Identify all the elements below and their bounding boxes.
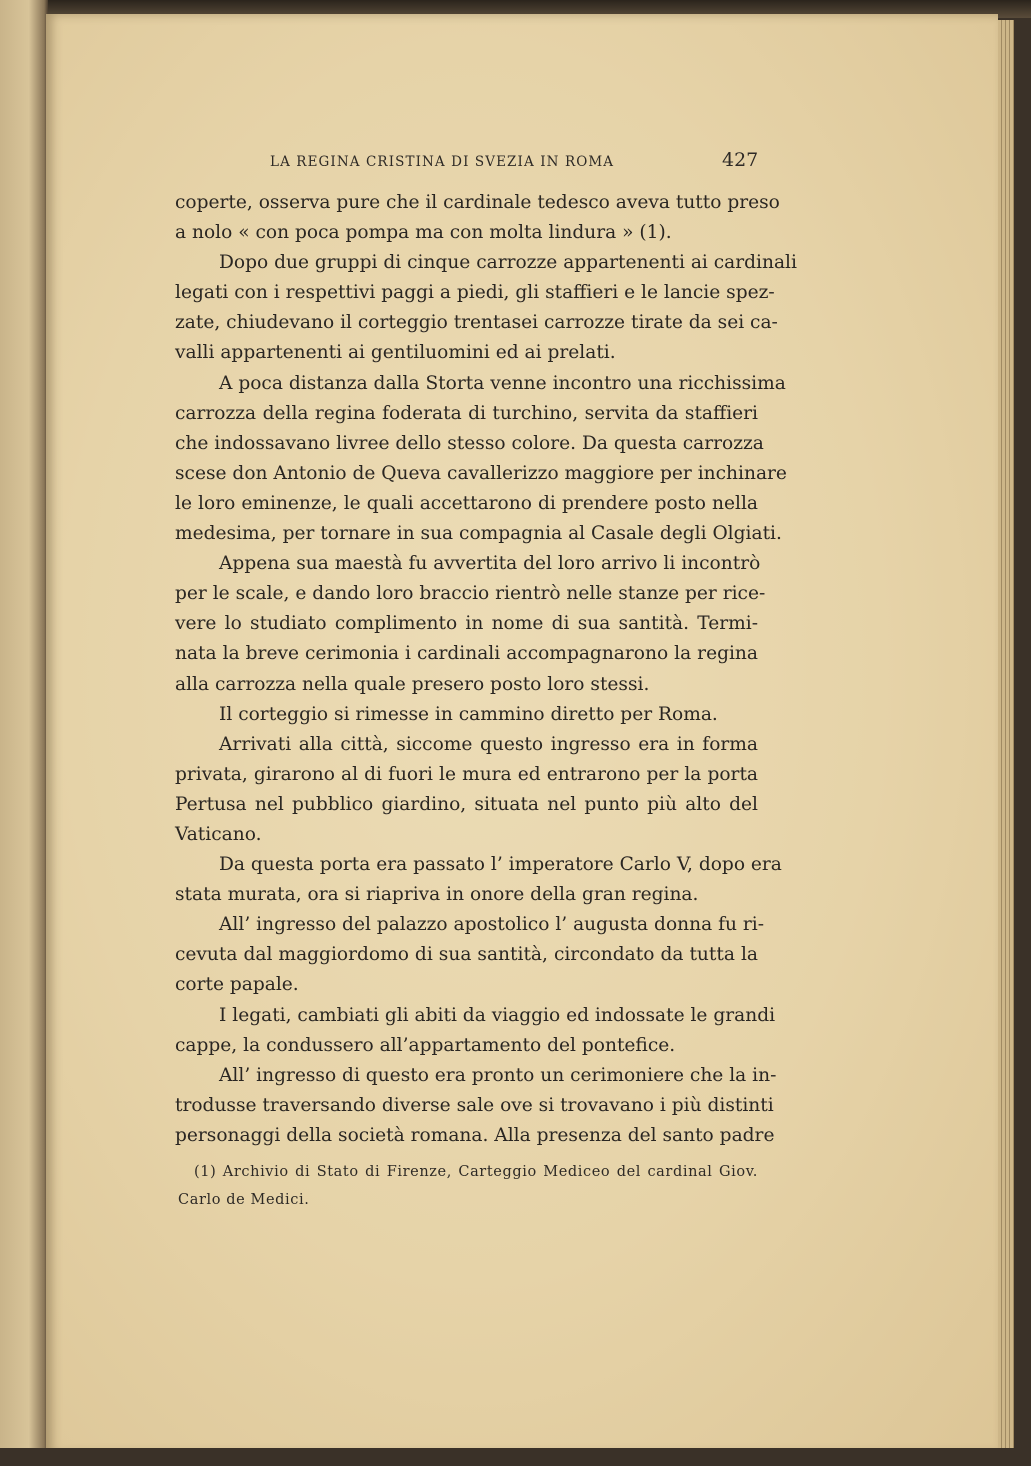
- body-text: [175, 188, 797, 1151]
- paragraph: [175, 248, 797, 368]
- scan-bottom-edge: [0, 1448, 1031, 1466]
- text-line: All’ ingresso del palazzo apostolico l’ augusta donna fu ri-: [219, 914, 764, 936]
- paragraph: [175, 549, 766, 699]
- text-line: Pertusa nel pubblico giardino, situata nel punto più alto del: [175, 793, 758, 815]
- text-line: stata murata, ora si riapriva in onore della gran regina.: [175, 884, 699, 906]
- text-line: personaggi della società romana. Alla presenza del santo padre: [175, 1124, 775, 1146]
- text-line: All’ ingresso di questo era pronto un cerimoniere che la in-: [219, 1064, 777, 1086]
- text-line: vere lo studiato complimento in nome di sua santità. Termi-: [175, 613, 758, 635]
- paragraph: [175, 910, 764, 1000]
- text-line: corte papale.: [175, 974, 299, 996]
- text-line: nata la breve cerimonia i cardinali accompagnarono la regina: [175, 643, 758, 665]
- text-line: scese don Antonio de Queva cavallerizzo maggiore per inchinare: [175, 462, 787, 484]
- footnote-line: Carlo de Medici.: [178, 1192, 310, 1208]
- text-line: valli appartenenti ai gentiluomini ed ai prelati.: [175, 342, 616, 364]
- text-line: le loro eminenze, le quali accettarono di prendere posto nella: [175, 492, 758, 514]
- text-line: cappe, la condussero all’appartamento del pontefice.: [175, 1034, 676, 1056]
- page-number: 427: [722, 149, 759, 171]
- paragraph: [175, 369, 787, 550]
- footnote-line: (1) Archivio di Stato di Firenze, Carteggio Mediceo del cardinal Giov.: [194, 1164, 758, 1180]
- paragraph: [175, 850, 782, 910]
- text-line: A poca distanza dalla Storta venne incontro una ricchissima: [219, 372, 786, 394]
- paragraph: [175, 1061, 777, 1151]
- text-line: privata, girarono al di fuori le mura ed entrarono per la porta: [175, 763, 758, 785]
- paragraph: [175, 730, 758, 850]
- paragraph: [175, 1001, 776, 1061]
- footnotes: [178, 1158, 758, 1214]
- text-line: trodusse traversando diverse sale ove si trovavano i più distinti: [175, 1094, 774, 1116]
- text-line: alla carrozza nella quale presero posto loro stessi.: [175, 673, 650, 695]
- text-line: legati con i respettivi paggi a piedi, gli staffieri e le lancie spez-: [175, 282, 775, 304]
- facing-page-edge: [0, 0, 48, 1466]
- paragraph: [175, 188, 780, 248]
- text-line: Da questa porta era passato l’ imperatore Carlo V, dopo era: [219, 854, 782, 876]
- text-line: cevuta dal maggiordomo di sua santità, circondato da tutta la: [175, 944, 758, 966]
- text-line: Vaticano.: [175, 823, 262, 845]
- text-line: I legati, cambiati gli abiti da viaggio ed indossate le grandi: [219, 1004, 776, 1026]
- text-line: Appena sua maestà fu avvertita del loro arrivo li incontrò: [219, 553, 761, 575]
- text-line: che indossavano livree dello stesso colore. Da questa carrozza: [175, 432, 764, 454]
- text-line: per le scale, e dando loro braccio rientrò nelle stanze per rice-: [175, 583, 766, 605]
- text-line: a nolo « con poca pompa ma con molta lindura » (1).: [175, 222, 672, 244]
- text-line: Arrivati alla città, siccome questo ingresso era in forma: [219, 733, 758, 755]
- text-line: coperte, osserva pure che il cardinale tedesco aveva tutto preso: [175, 192, 780, 213]
- text-line: carrozza della regina foderata di turchino, servita da staffieri: [175, 402, 758, 424]
- text-line: zate, chiudevano il corteggio trentasei carrozze tirate da sei ca-: [175, 312, 778, 334]
- text-line: Dopo due gruppi di cinque carrozze appartenenti ai cardinali: [219, 252, 797, 274]
- running-title: LA REGINA CRISTINA DI SVEZIA IN ROMA: [270, 154, 615, 170]
- text-line: medesima, per tornare in sua compagnia al Casale degli Olgiati.: [175, 523, 782, 545]
- paragraph: [175, 700, 758, 730]
- text-line: Il corteggio si rimesse in cammino diretto per Roma.: [219, 703, 718, 725]
